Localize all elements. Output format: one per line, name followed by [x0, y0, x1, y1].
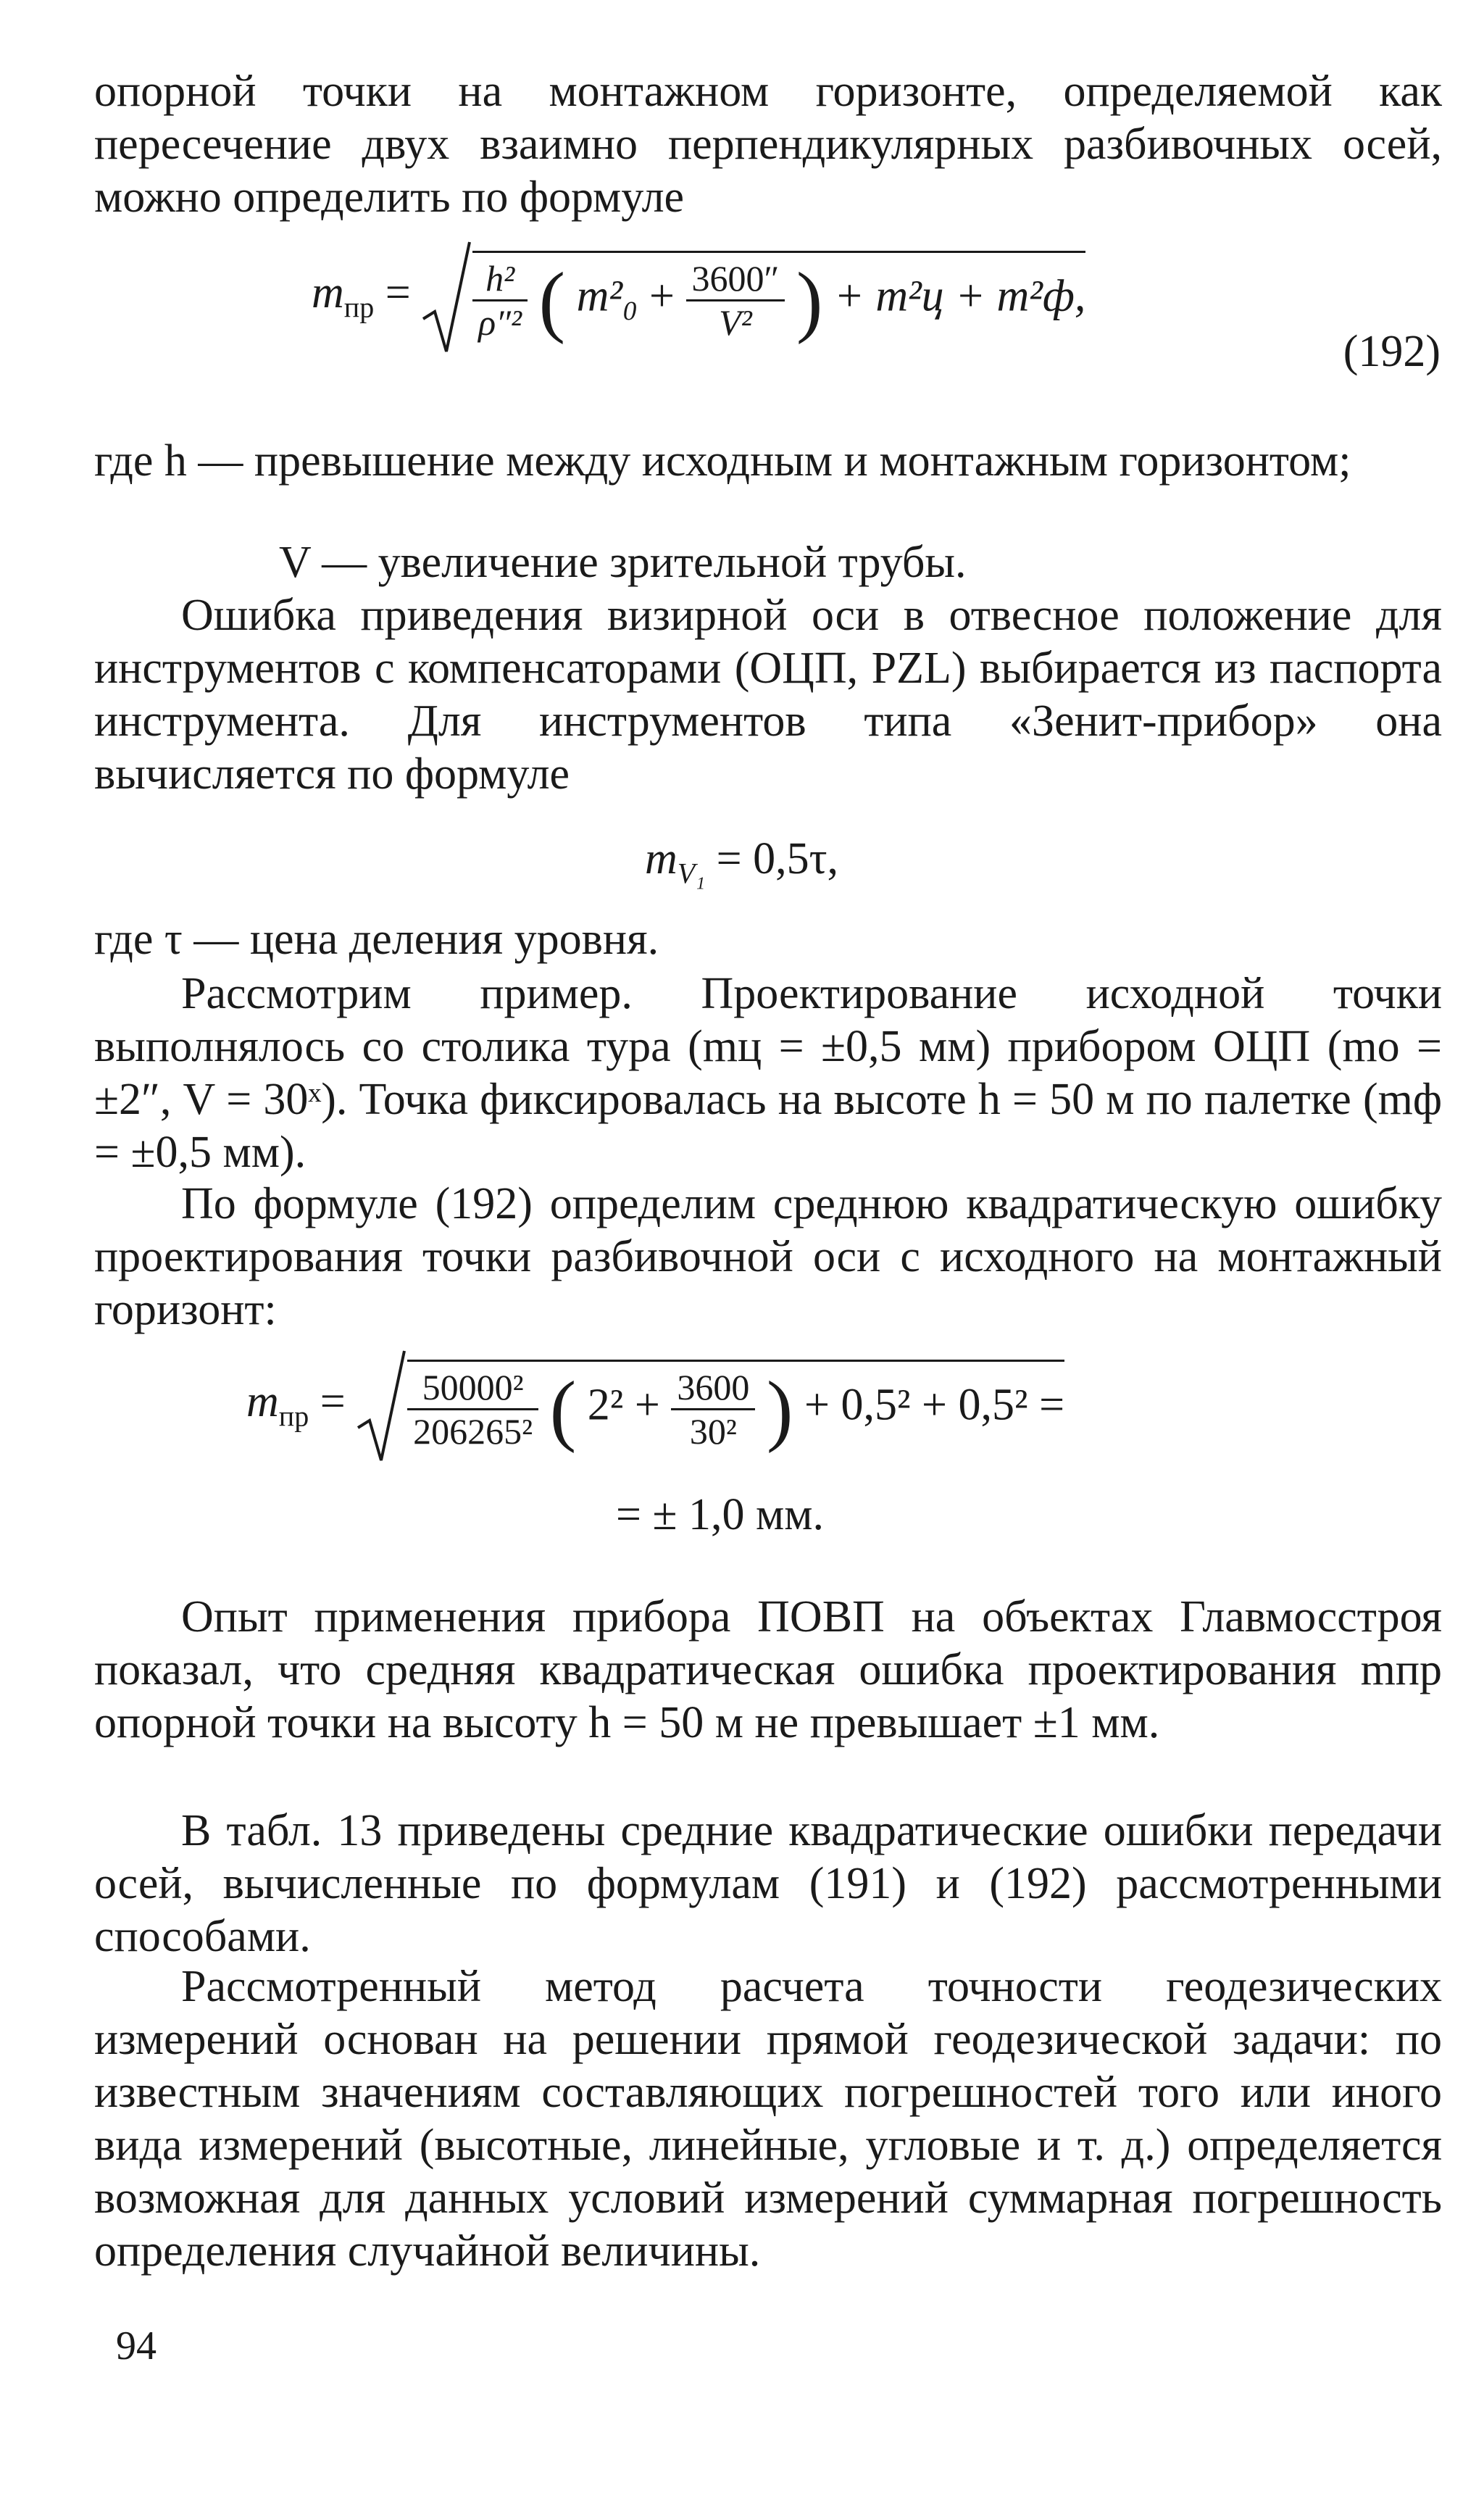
fraction-50000: [407, 1366, 538, 1452]
plus-sign: +: [649, 271, 675, 321]
formula-example-lhs-sub: пр: [278, 1399, 309, 1433]
formula-192-lhs: m: [312, 268, 344, 318]
where-v-definition: V — увеличение зрительной трубы.: [279, 538, 967, 587]
fraction-206265-denominator: 206265²: [413, 1411, 533, 1452]
fraction-3600-numerator: 3600: [671, 1366, 755, 1410]
formula-192-radicand: [472, 251, 1085, 344]
formula-example-lhs: m: [246, 1377, 279, 1427]
fraction-rho-denominator: ρ″²: [478, 302, 522, 343]
left-paren: (: [538, 256, 566, 345]
left-paren: (: [549, 1365, 577, 1454]
fraction-h-numerator: h²: [472, 257, 528, 301]
paragraph-povp-experience: Опыт применения прибора ПОВП на объектах Главмосстроя показал, что средняя квадратическая ошибка проектирования mпр опорной точки на высоту h = 50 м не превышает ±1 мм.: [94, 1592, 1442, 1747]
paragraph-method-summary: Рассмотренный метод расчета точности геодезических измерений основан на решении прямой геодезической задачи: по известным значениям составляющих погрешностей того или иного вида измерений (высотные, линейные, угловые и т. д.) определяется возможная для данных условий измерений суммарная погрешность определения случайной величины.: [94, 1962, 1442, 2276]
formula-number-192: (192): [1343, 327, 1441, 376]
right-paren: ): [796, 256, 823, 345]
fraction-50000-numerator: 50000²: [407, 1366, 538, 1410]
fraction-3600-v: [686, 257, 785, 344]
formula-mv: [645, 833, 838, 890]
formula-192-equals: =: [385, 268, 411, 318]
fraction-v-denominator: V²: [719, 302, 752, 343]
formula-example: [246, 1348, 1064, 1464]
paragraph-example: Рассмотрим пример. Проектирование исходной точки выполнялось со столика тура (mц = ±0,5 мм) прибором ОЦП (mо = ±2″, V = 30ˣ). Точка фиксировалась на высоте h = 50 м по палетке (mф = ±0,5 мм).: [94, 969, 1442, 1177]
term-two-squared: 2² +: [587, 1380, 660, 1430]
formula-192-lhs-sub: пр: [343, 291, 375, 324]
formula-192-tail: + m²ц + m²ф,: [833, 271, 1086, 321]
paragraph-table-13: В табл. 13 приведены средние квадратические ошибки передачи осей, вычисленные по формулам (191) и (192) рассмотренными способами.: [94, 1806, 1442, 1961]
fraction-3600-30: [671, 1366, 755, 1452]
radical-sign-icon: [357, 1348, 407, 1464]
formula-example-radicand: [407, 1360, 1064, 1452]
where-h-definition: где h — превышение между исходным и монтажным горизонтом;: [94, 436, 1351, 486]
page-number: 94: [116, 2324, 157, 2368]
paragraph-error-vertical: Ошибка приведения визирной оси в отвесное положение для инструментов с компенсаторами (ОЦП, PZL) выбирается из паспорта инструмента. Для инструментов типа «Зенит-прибор» она вычисляется по формуле: [94, 591, 1442, 799]
term-m0: m²₀: [576, 271, 638, 321]
formula-example-result: = ± 1,0 мм.: [616, 1490, 824, 1539]
right-paren: ): [766, 1365, 793, 1454]
formula-192: [312, 239, 1085, 355]
paragraph-intro: опорной точки на монтажном горизонте, определяемой как пересечение двух взаимно перпендикулярных разбивочных осей, можно определить по формуле: [94, 67, 1442, 222]
formula-mv-lhs: m: [645, 834, 678, 883]
fraction-30-denominator: 30²: [689, 1411, 737, 1452]
formula-example-tail: + 0,5² + 0,5² =: [804, 1380, 1065, 1430]
radical-sign-icon: [422, 239, 472, 355]
formula-mv-sub: V₁: [677, 857, 706, 890]
fraction-h-rho: [472, 257, 528, 344]
where-tau-definition: где τ — цена деления уровня.: [94, 915, 659, 964]
formula-example-equals: =: [320, 1377, 346, 1427]
paragraph-formula-use: По формуле (192) определим среднюю квадратическую ошибку проектирования точки разбивочной оси с исходного на монтажный горизонт:: [94, 1179, 1442, 1334]
fraction-3600-numerator: 3600″: [686, 257, 785, 301]
formula-mv-rhs: = 0,5τ,: [716, 834, 839, 883]
